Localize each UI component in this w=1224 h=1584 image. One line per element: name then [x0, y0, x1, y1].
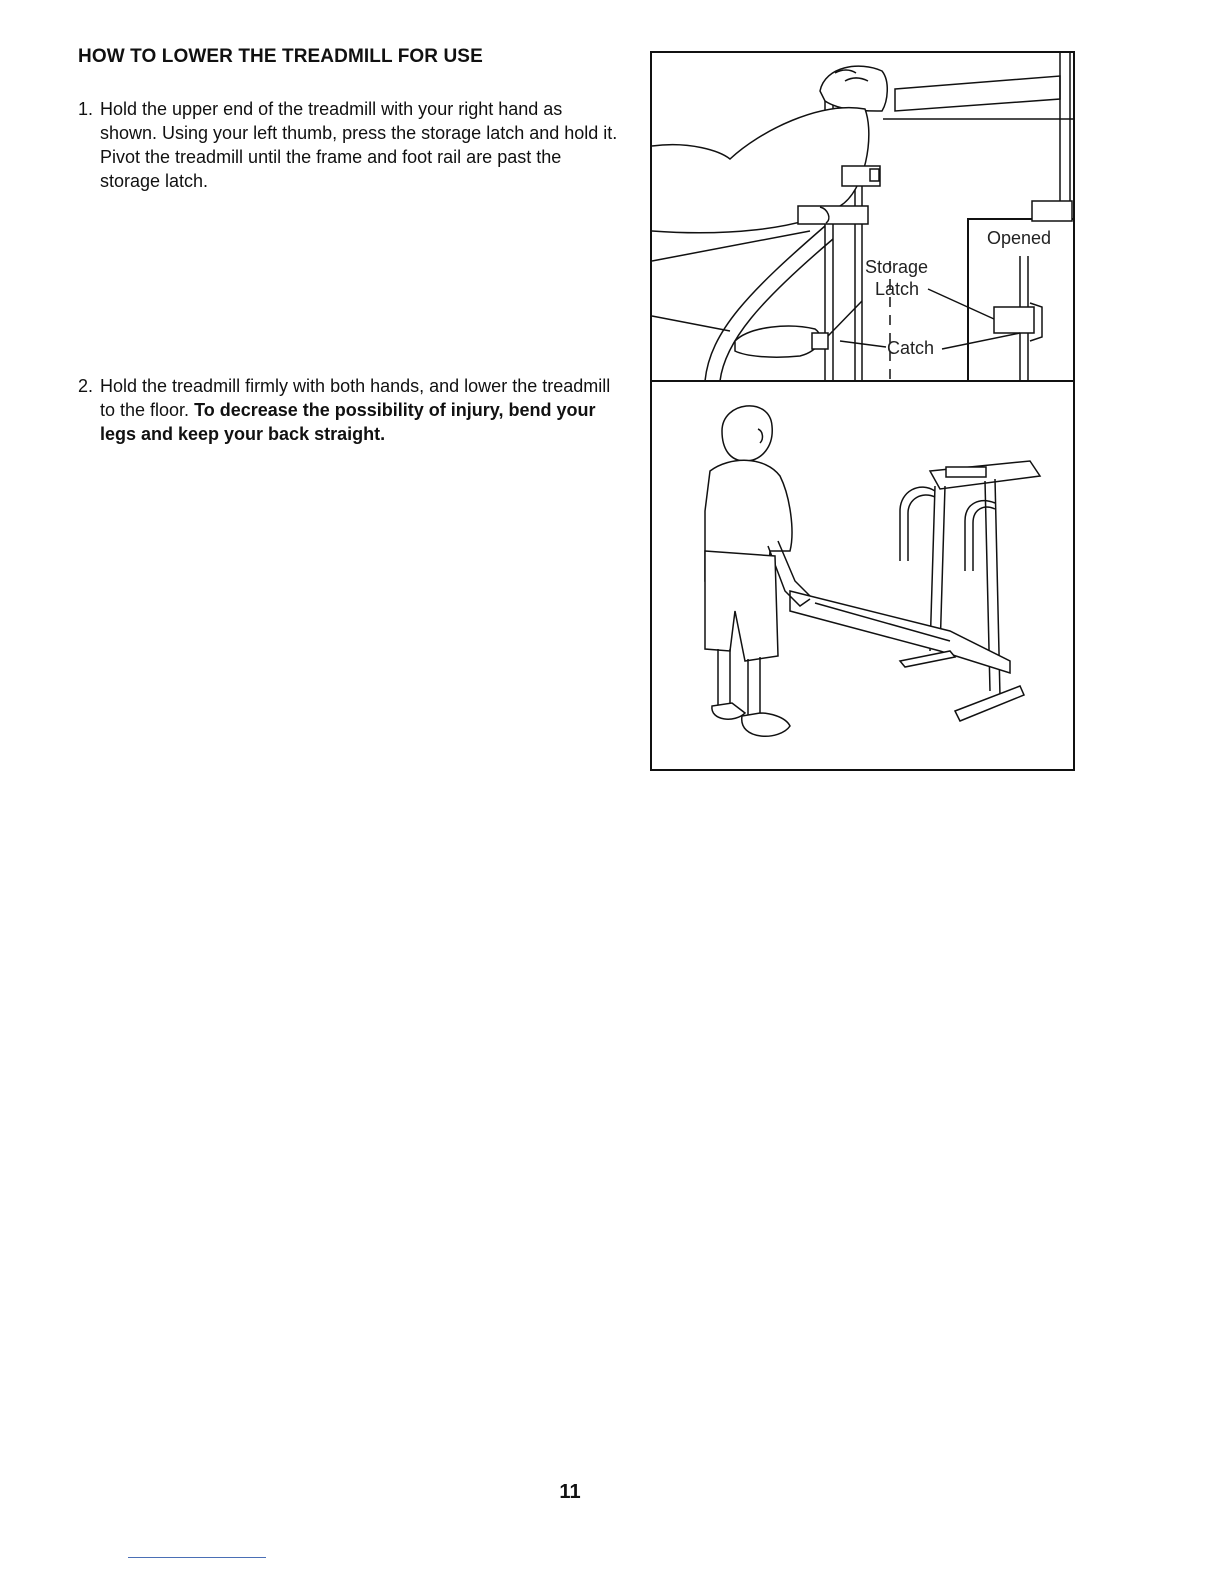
step-number: 1.: [78, 99, 94, 119]
safety-warning: To decrease the possibility of injury, bend your legs and keep your back straight.: [100, 400, 596, 444]
page-number: 11: [559, 1481, 581, 1503]
instruction-step-1: [78, 97, 623, 193]
footer-divider: [128, 1557, 266, 1558]
step-text: Hold the upper end of the treadmill with your right hand as shown. Using your left thumb, press the storage latch and hold it. Pivot the treadmill until the frame and foot rail are past the storage latch.: [100, 99, 618, 191]
illustration-drawing: [650, 51, 1075, 771]
instruction-step-2: [78, 374, 623, 446]
step-text-wrapper: [78, 374, 623, 446]
person-lowering-treadmill-drawing: [705, 406, 1040, 736]
latch-label: Latch: [875, 279, 920, 299]
latch-closeup-drawing: [652, 53, 1074, 381]
opened-label: Opened: [987, 228, 1052, 248]
treadmill-illustration: [650, 51, 1075, 771]
step-number: 2.: [78, 376, 94, 396]
storage-label: Storage: [865, 257, 929, 277]
step-text: Hold the treadmill firmly with both hands, and lower the treadmill to the floor.: [100, 376, 611, 420]
catch-label: Catch: [887, 338, 935, 358]
page-heading: HOW TO LOWER THE TREADMILL FOR USE: [78, 46, 483, 67]
